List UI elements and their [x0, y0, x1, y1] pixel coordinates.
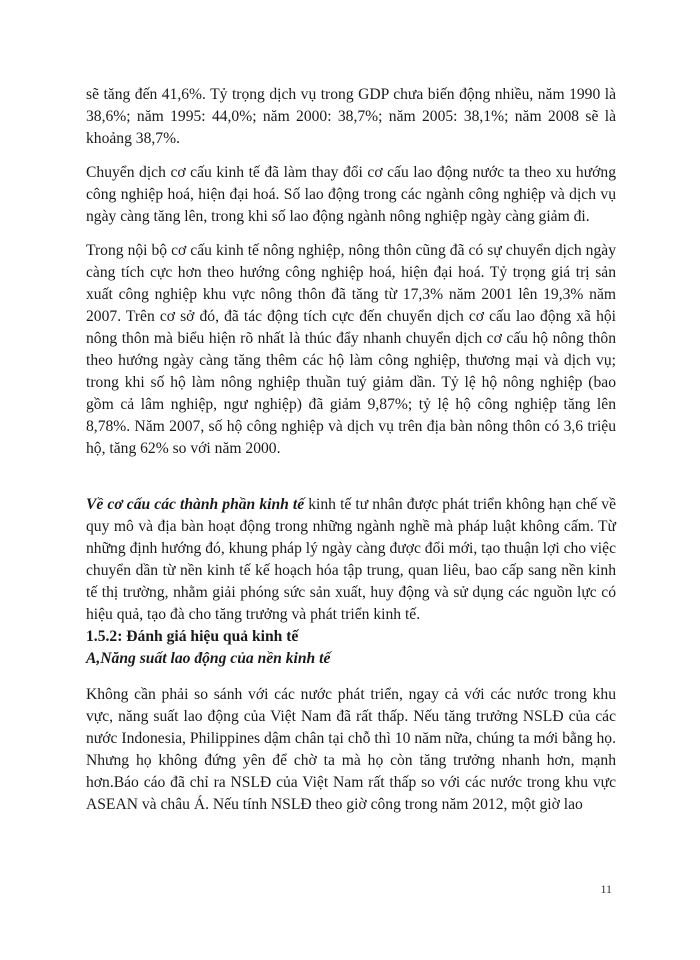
paragraph-gdp-services: sẽ tăng đến 41,6%. Tỷ trọng dịch vụ trong GDP chưa biến động nhiều, năm 1990 là 38,6%; năm 1995: 44,0%; năm 2000: 38,7%; năm 2005: 38,1%; năm 2008 sẽ là khoảng 38,7%.	[86, 86, 616, 147]
page-number: 11	[600, 882, 612, 896]
paragraph-economic-sectors	[86, 494, 616, 626]
paragraph-labor-productivity: Không cần phải so sánh với các nước phát triển, ngay cả với các nước trong khu vực, năng suất lao động của Việt Nam đã rất thấp. Nếu tăng trưởng NSLĐ của các nước Indonesia, Philippines dậm chân tại chỗ thì 10 năm nữa, chúng ta mới bằng họ. Nhưng họ không đứng yên để chờ ta mà họ còn tăng trưởng nhanh hơn, mạnh hơn.Báo cáo đã chỉ ra NSLĐ của Việt Nam rất thấp so với các nước trong khu vực ASEAN và châu Á. Nếu tính NSLĐ theo giờ công trong năm 2012, một giờ lao	[86, 686, 616, 813]
paragraph-rural-economy: Trong nội bộ cơ cấu kinh tế nông nghiệp, nông thôn cũng đã có sự chuyển dịch ngày càng tích cực hơn theo hướng công nghiệp hoá, hiện đại hoá. Tỷ trọng giá trị sản xuất công nghiệp khu vực nông thôn đã tăng từ 17,3% năm 2001 lên 19,3% năm 2007. Trên cơ sở đó, đã tác động tích cực đến chuyển dịch cơ cấu lao động xã hội nông thôn mà biểu hiện rõ nhất là thúc đẩy nhanh chuyển dịch cơ cấu hộ nông thôn theo hướng ngày càng tăng thêm các hộ làm công nghiệp, thương mại và dịch vụ; trong khi số hộ làm nông nghiệp thuần tuý giảm dần. Tỷ lệ hộ nông nghiệp (bao gồm cả lâm nghiệp, ngư nghiệp) đã giảm 9,87%; tỷ lệ hộ công nghiệp tăng lên 8,78%. Năm 2007, số hộ công nghiệp và dịch vụ trên địa bàn nông thôn có 3,6 triệu hộ, tăng 62% so với năm 2000.	[86, 242, 616, 457]
page-content	[86, 84, 616, 816]
paragraph-labor-structure: Chuyển dịch cơ cấu kinh tế đã làm thay đổi cơ cấu lao động nước ta theo xu hướng công nghiệp hoá, hiện đại hoá. Số lao động trong các ngành công nghiệp và dịch vụ ngày càng tăng lên, trong khi số lao động ngành nông nghiệp ngày càng giảm đi.	[86, 164, 616, 225]
paragraph-lead-text: Về cơ cấu các thành phần kinh tế	[86, 496, 305, 513]
section-heading: 1.5.2: Đánh giá hiệu quả kinh tế	[86, 628, 299, 645]
subsection-heading: A,Năng suất lao động của nền kinh tế	[86, 650, 331, 667]
paragraph-body-text: kinh tế tư nhân được phát triển không hạn chế về quy mô và địa bàn hoạt động trong những ngành nghề mà pháp luật không cấm. Từ những định hướng đó, khung pháp lý ngày càng được đổi mới, tạo thuận lợi cho việc chuyển dần từ nền kinh tế kế hoạch hóa tập trung, quan liêu, bao cấp sang nền kinh tế thị trường, nhằm giải phóng sức sản xuất, huy động và sử dụng các nguồn lực có hiệu quả, tạo đà cho tăng trưởng và phát triển kinh tế.	[86, 496, 617, 623]
